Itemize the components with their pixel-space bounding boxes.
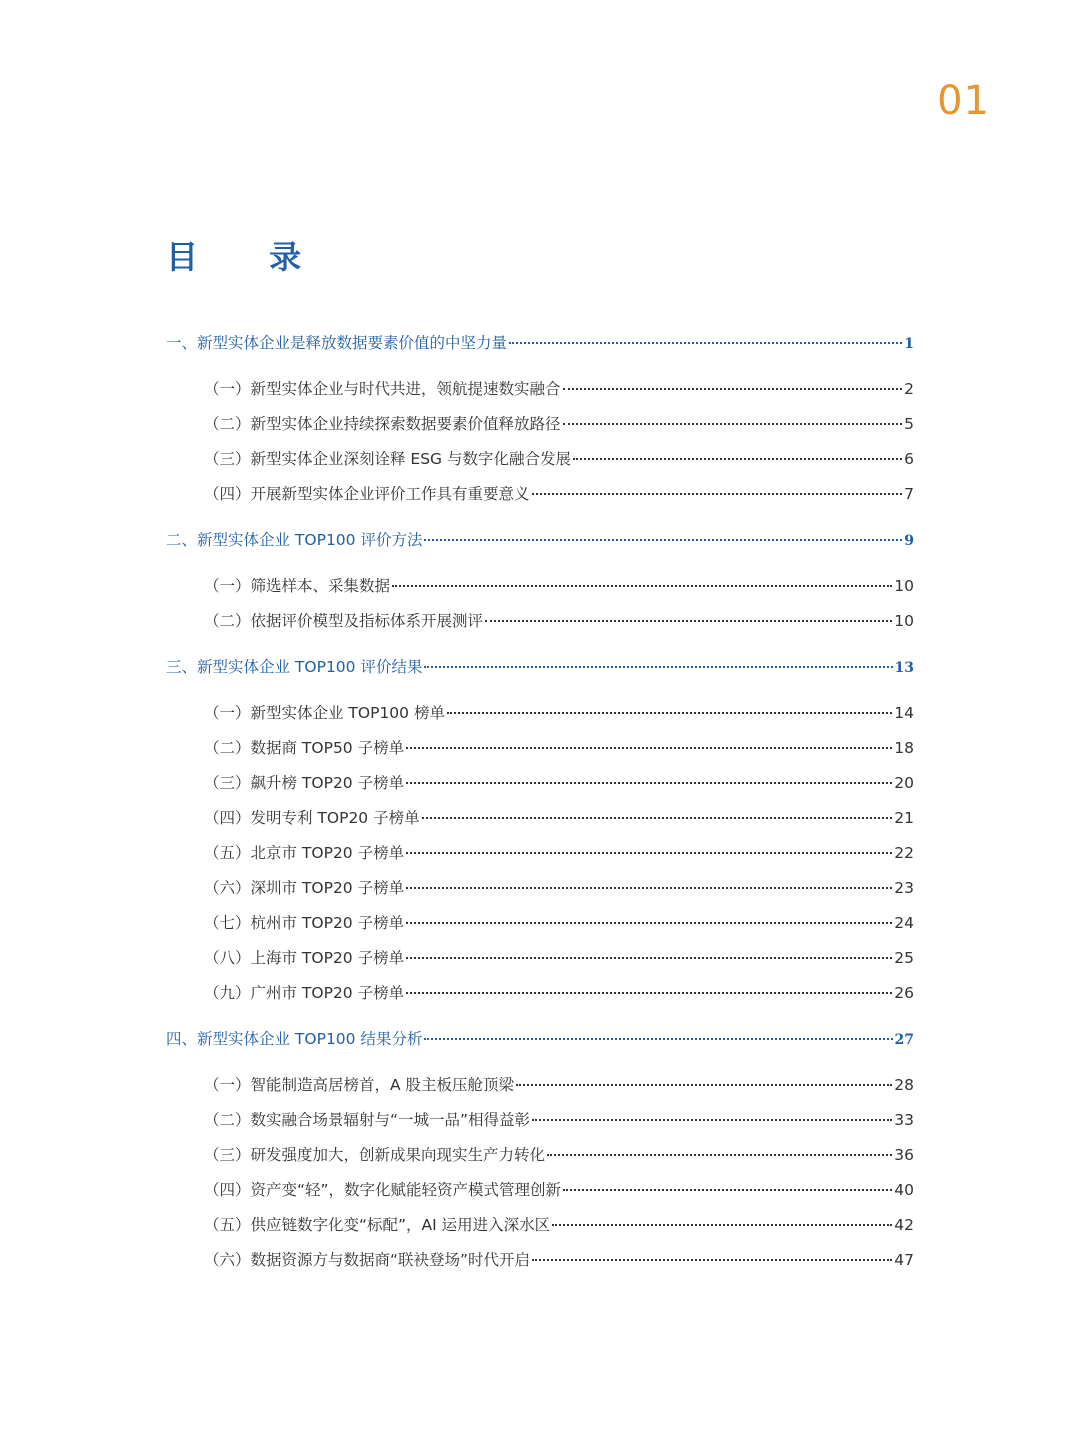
toc-entry-label: （三）新型实体企业深刻诠释 ESG 与数字化融合发展 (204, 450, 571, 468)
toc-entry-label: （一）新型实体企业与时代共进，领航提速数实融合 (204, 380, 561, 398)
dot-leader (424, 1038, 892, 1040)
toc-entry-label: （二）依据评价模型及指标体系开展测评 (204, 612, 484, 630)
toc-entry-page: 6 (904, 450, 914, 468)
toc-section-entry[interactable] (166, 941, 914, 976)
toc-entry-label: （二）数实融合场景辐射与“一城一品”相得益彰 (204, 1111, 531, 1129)
toc-entry-page: 1 (904, 336, 914, 352)
dot-leader (424, 539, 902, 541)
dot-leader (552, 1224, 892, 1226)
toc-section-entry[interactable] (166, 906, 914, 941)
toc-entry-page: 42 (894, 1216, 914, 1234)
toc-section-entry[interactable] (166, 477, 914, 512)
toc-entry-label: （六）数据资源方与数据商“联袂登场”时代开启 (204, 1251, 531, 1269)
dot-leader (424, 666, 892, 668)
page-title: 目 录 (166, 238, 332, 276)
dot-leader (406, 852, 892, 854)
toc-entry-label: （三）飙升榜 TOP20 子榜单 (204, 774, 405, 792)
toc-entry-label: （四）发明专利 TOP20 子榜单 (204, 809, 420, 827)
toc-entry-label: 二、新型实体企业 TOP100 评价方法 (166, 531, 423, 549)
toc-entry-label: （一）新型实体企业 TOP100 榜单 (204, 704, 445, 722)
toc-entry-page: 33 (894, 1111, 914, 1129)
toc-entry-label: （九）广州市 TOP20 子榜单 (204, 984, 405, 1002)
dot-leader (547, 1154, 892, 1156)
toc-entry-page: 14 (894, 704, 914, 722)
toc-entry-label: （七）杭州市 TOP20 子榜单 (204, 914, 405, 932)
table-of-contents (166, 326, 914, 1278)
dot-leader (509, 342, 902, 344)
toc-section-entry[interactable] (166, 407, 914, 442)
toc-entry-page: 28 (894, 1076, 914, 1094)
toc-entry-page: 18 (894, 739, 914, 757)
dot-leader (406, 957, 892, 959)
toc-entry-label: （八）上海市 TOP20 子榜单 (204, 949, 405, 967)
toc-section-entry[interactable] (166, 766, 914, 801)
toc-entry-page: 5 (904, 415, 914, 433)
toc-entry-label: （五）北京市 TOP20 子榜单 (204, 844, 405, 862)
toc-entry-page: 24 (894, 914, 914, 932)
toc-chapter-entry[interactable] (166, 1022, 914, 1057)
toc-entry-page: 10 (894, 612, 914, 630)
toc-entry-page: 2 (904, 380, 914, 398)
dot-leader (406, 887, 892, 889)
dot-leader (406, 992, 892, 994)
toc-entry-label: （四）开展新型实体企业评价工作具有重要意义 (204, 485, 530, 503)
toc-entry-page: 47 (894, 1251, 914, 1269)
toc-entry-page: 27 (894, 1032, 914, 1048)
toc-section-entry[interactable] (166, 976, 914, 1011)
toc-entry-page: 40 (894, 1181, 914, 1199)
page-number: 01 (937, 78, 990, 124)
toc-entry-page: 23 (894, 879, 914, 897)
toc-entry-label: （六）深圳市 TOP20 子榜单 (204, 879, 405, 897)
dot-leader (406, 922, 892, 924)
toc-section-entry[interactable] (166, 442, 914, 477)
toc-entry-label: （二）新型实体企业持续探索数据要素价值释放路径 (204, 415, 561, 433)
toc-entry-label: 一、新型实体企业是释放数据要素价值的中坚力量 (166, 334, 508, 352)
toc-section-entry[interactable] (166, 1173, 914, 1208)
toc-section-entry[interactable] (166, 1243, 914, 1278)
toc-entry-label: （一）智能制造高居榜首，A 股主板压舱顶梁 (204, 1076, 515, 1094)
toc-section-entry[interactable] (166, 1103, 914, 1138)
toc-section-entry[interactable] (166, 1068, 914, 1103)
toc-entry-page: 10 (894, 577, 914, 595)
toc-entry-page: 25 (894, 949, 914, 967)
toc-entry-label: （五）供应链数字化变“标配”，AI 运用进入深水区 (204, 1216, 551, 1234)
toc-section-entry[interactable] (166, 871, 914, 906)
toc-entry-label: （三）研发强度加大，创新成果向现实生产力转化 (204, 1146, 546, 1164)
toc-entry-label: 三、新型实体企业 TOP100 评价结果 (166, 658, 423, 676)
dot-leader (392, 585, 892, 587)
dot-leader (516, 1084, 892, 1086)
toc-section-entry[interactable] (166, 801, 914, 836)
dot-leader (563, 1189, 892, 1191)
toc-section-entry[interactable] (166, 604, 914, 639)
dot-leader (532, 1119, 892, 1121)
toc-chapter-entry[interactable] (166, 326, 914, 361)
toc-section-entry[interactable] (166, 731, 914, 766)
dot-leader (532, 493, 903, 495)
toc-section-entry[interactable] (166, 1138, 914, 1173)
toc-section-entry[interactable] (166, 836, 914, 871)
toc-entry-label: 四、新型实体企业 TOP100 结果分析 (166, 1030, 423, 1048)
toc-section-entry[interactable] (166, 372, 914, 407)
toc-entry-page: 21 (894, 809, 914, 827)
toc-entry-page: 36 (894, 1146, 914, 1164)
dot-leader (406, 782, 892, 784)
toc-section-entry[interactable] (166, 569, 914, 604)
toc-chapter-entry[interactable] (166, 523, 914, 558)
toc-entry-label: （四）资产变“轻”，数字化赋能轻资产模式管理创新 (204, 1181, 562, 1199)
toc-section-entry[interactable] (166, 696, 914, 731)
dot-leader (532, 1259, 892, 1261)
toc-entry-page: 20 (894, 774, 914, 792)
toc-section-entry[interactable] (166, 1208, 914, 1243)
toc-entry-page: 22 (894, 844, 914, 862)
dot-leader (573, 458, 902, 460)
dot-leader (422, 817, 893, 819)
dot-leader (447, 712, 892, 714)
toc-entry-label: （一）筛选样本、采集数据 (204, 577, 391, 595)
dot-leader (485, 620, 892, 622)
dot-leader (563, 388, 903, 390)
toc-entry-page: 13 (894, 660, 914, 676)
toc-entry-page: 7 (904, 485, 914, 503)
toc-entry-page: 26 (894, 984, 914, 1002)
toc-entry-page: 9 (904, 533, 914, 549)
toc-entry-label: （二）数据商 TOP50 子榜单 (204, 739, 405, 757)
dot-leader (563, 423, 903, 425)
dot-leader (406, 747, 892, 749)
toc-chapter-entry[interactable] (166, 650, 914, 685)
